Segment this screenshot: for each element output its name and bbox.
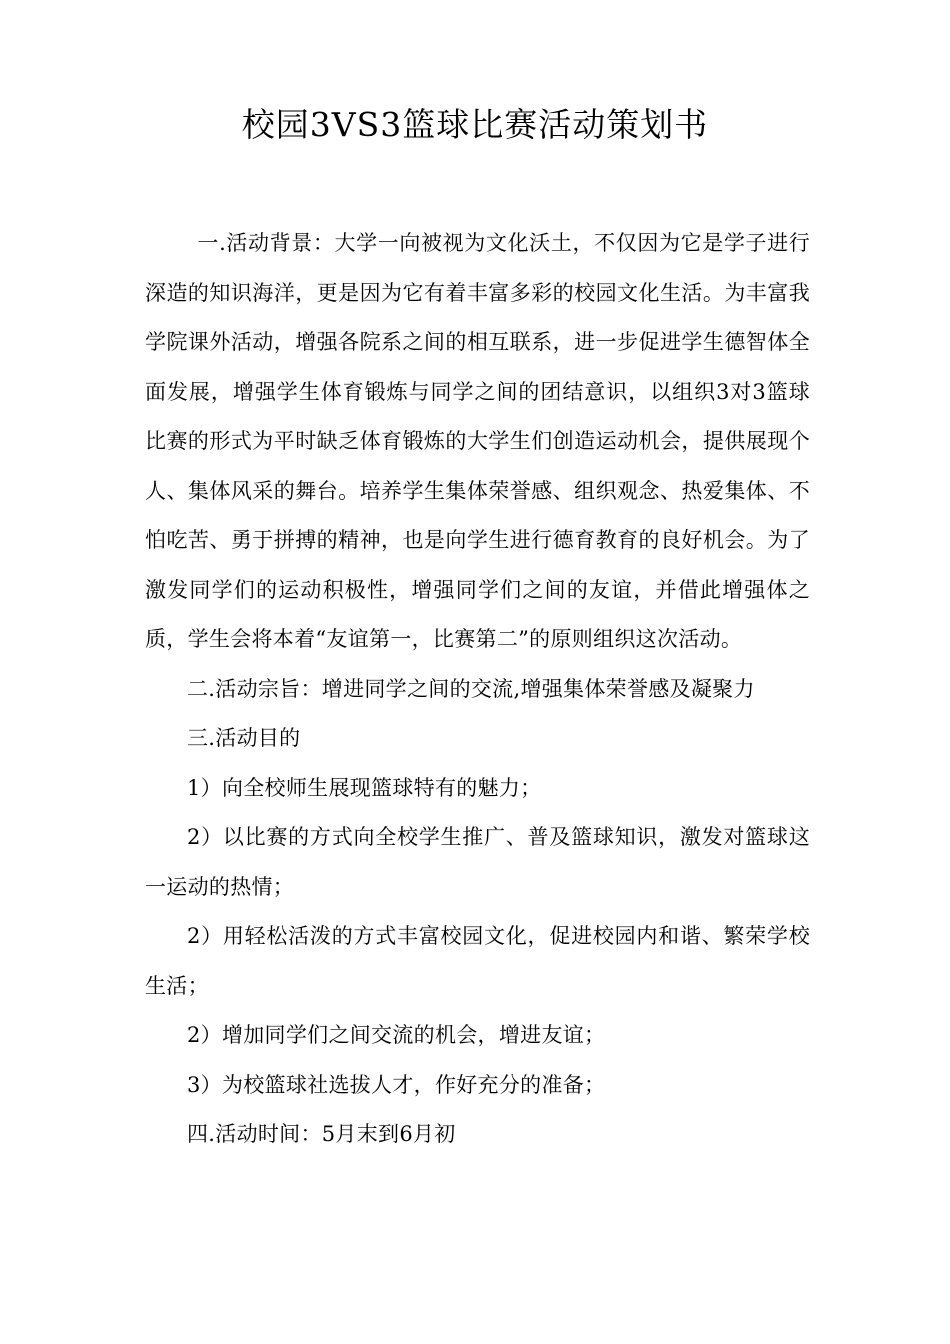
paragraph-goal-3: 2）用轻松活泼的方式丰富校园文化，促进校园内和谐、繁荣学校生活； <box>145 924 810 998</box>
paragraph-goal-5: 3）为校篮球社选拔人才，作好充分的准备； <box>187 1072 606 1097</box>
paragraph-purpose: 二.活动宗旨：增进同学之间的交流,增强集体荣誉感及凝聚力 <box>187 676 755 701</box>
paragraph-background: 一.活动背景：大学一向被视为文化沃土，不仅因为它是学子进行深造的知识海洋，更是因为它有着丰富多彩的校园文化生活。为丰富我学院课外活动，增强各院系之间的相互联系，进一步促进学生德智体全面发展，增强学生体育锻炼与同学之间的团结意识，以组织3对3篮球比赛的形式为平时缺乏体育锻炼的大学生们创造运动机会，提供展现个人、集体风采的舞台。培养学生集体荣誉感、组织观念、热爱集体、不怕吃苦、勇于拼搏的精神，也是向学生进行德育教育的良好机会。为了激发同学们的运动积极性，增强同学们之间的友谊，并借此增强体之质，学生会将本着“友谊第一，比赛第二”的原则组织这次活动。 <box>145 231 810 651</box>
paragraph-time: 四.活动时间：5月末到6月初 <box>187 1122 456 1146</box>
document-body <box>145 219 810 1160</box>
paragraph-goal-4: 2）增加同学们之间交流的机会，增进友谊； <box>187 1023 606 1047</box>
paragraph-goal-1: 1）向全校师生展现篮球特有的魅力； <box>187 775 542 800</box>
document-title: 校园3VS3篮球比赛活动策划书 <box>241 105 709 144</box>
paragraph-goals-heading: 三.活动目的 <box>187 726 301 750</box>
paragraph-goal-2: 2）以比赛的方式向全校学生推广、普及篮球知识，激发对篮球这一运动的热情； <box>145 825 810 899</box>
